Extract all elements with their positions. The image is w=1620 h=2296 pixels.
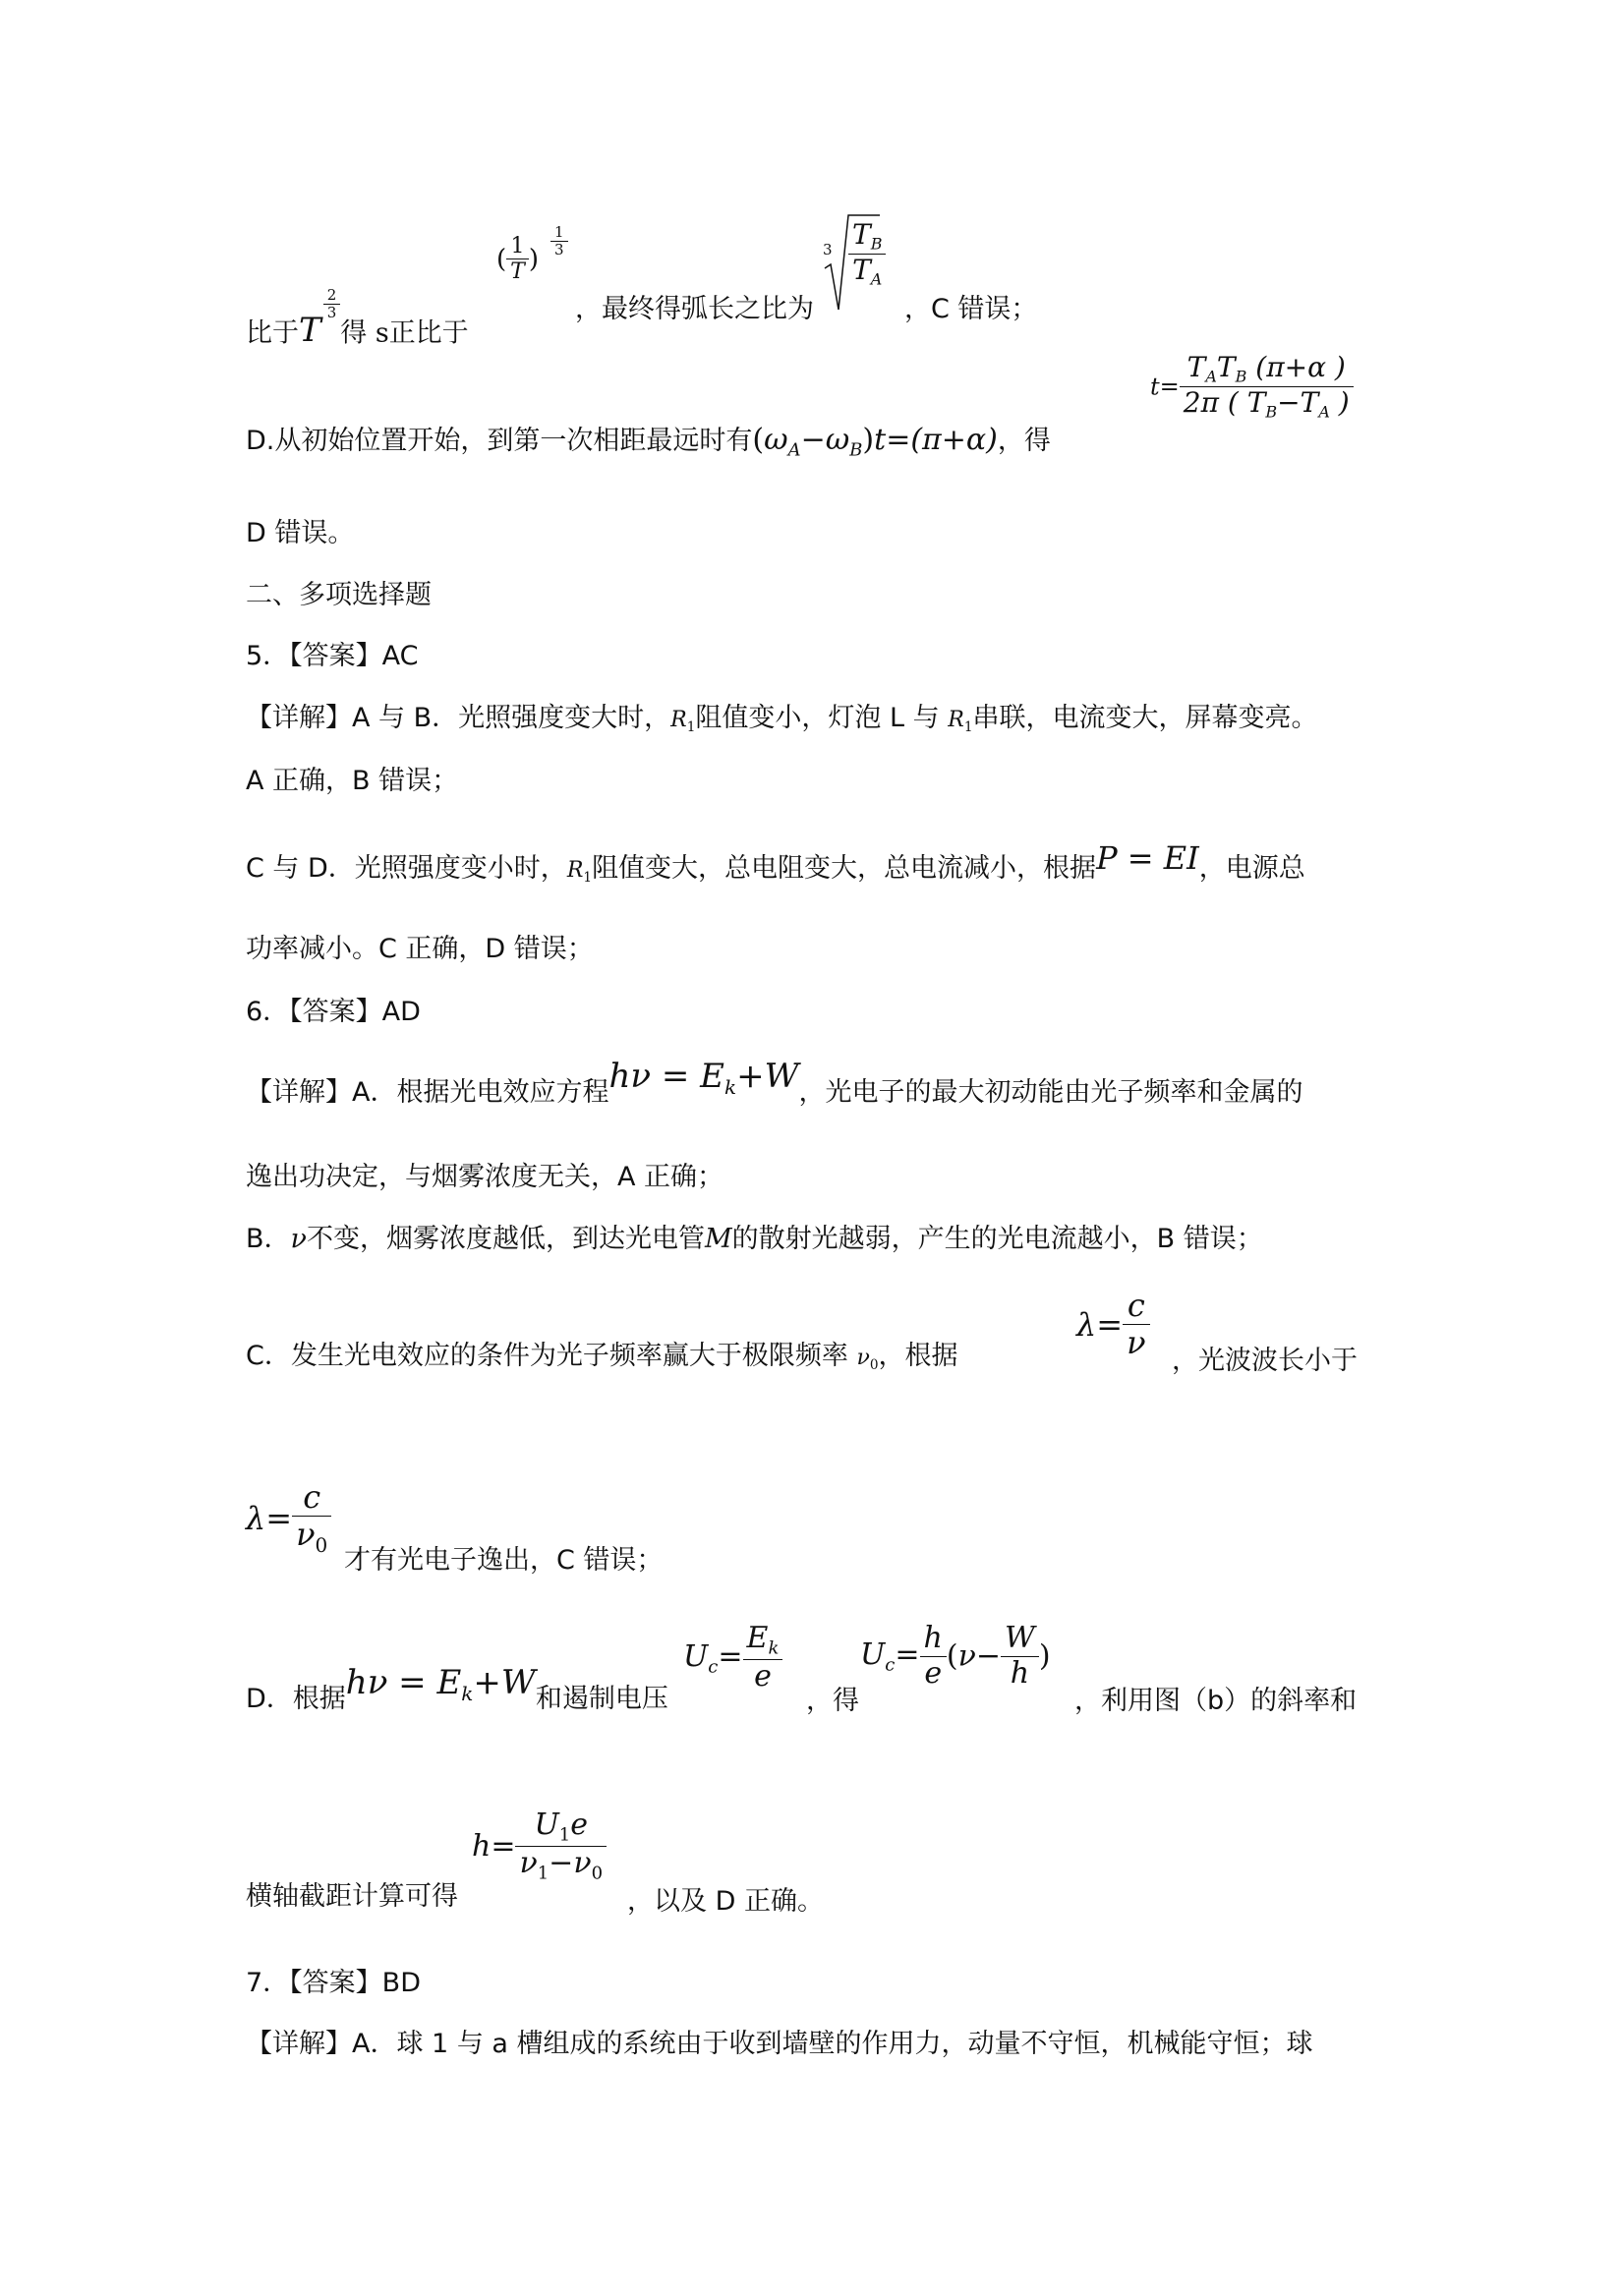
answer-5: 5．【答案】AC bbox=[246, 641, 419, 671]
q5-detail-4: 功率减小。C 正确，D 错误； bbox=[246, 934, 594, 964]
math-R1: $R_1$ bbox=[948, 708, 973, 735]
q6-detail-3: B．ν不变，烟雾浓度越低，到达光电管M的散射光越弱，产生的光电流越小，B 错误； bbox=[246, 1224, 1263, 1254]
math-Uc-formula: $U_c=$ $\frac{h}{e}$ (ν− $\frac{W}{h}$ ) bbox=[860, 1621, 1051, 1691]
math-photoelectric-eq: $h\nu = E_k+W$ bbox=[608, 1057, 799, 1099]
text: D.从初始位置开始，到第一次相距最远时有 bbox=[246, 426, 753, 456]
math-photoelectric-eq: $h\nu = E_k+W$ bbox=[345, 1663, 536, 1705]
line-ratio bbox=[246, 287, 469, 351]
math-nu0: $\nu_0$ bbox=[856, 1346, 879, 1373]
math-Uc-Ek-e: $U_c=$ $\frac{E_k}{e}$ bbox=[683, 1622, 782, 1693]
q5-detail-1: 【详解】A 与 B．光照强度变大时，$R_1$阻值变小，灯泡 L 与 $R_1$串联，电流变大，屏幕变亮。 bbox=[246, 703, 1318, 735]
q6-detail-2: 逸出功决定，与烟雾浓度无关，A 正确； bbox=[246, 1162, 724, 1192]
text: ，利用图（b）的斜率和 bbox=[1074, 1686, 1358, 1716]
q5-detail-2: A 正确，B 错误； bbox=[246, 766, 459, 796]
q6-detail-7: 横轴截距计算可得 bbox=[246, 1881, 458, 1912]
math-lambda-c-nu0: λ= $\frac{c}{\nu_0}$ bbox=[246, 1479, 331, 1557]
q7-detail-1: 【详解】A．球 1 与 a 槽组成的系统由于收到墙壁的作用力，动量不守恒，机械能守恒；球 bbox=[246, 2029, 1313, 2059]
math-M: M bbox=[704, 1224, 732, 1254]
q6-detail-4: C．发生光电效应的条件为光子频率赢大于极限频率 $\nu_0$，根据 bbox=[246, 1341, 958, 1373]
var-s: s bbox=[375, 317, 389, 349]
math-lambda-c-nu: λ= $\frac{c}{\nu}$ bbox=[1076, 1288, 1150, 1361]
math-omega-eq: $(\omega_A-\omega_B)t=(\pi+\alpha)$ bbox=[752, 423, 998, 461]
text: ，最终得弧长之比为 bbox=[575, 294, 814, 324]
math-R1: $R_1$ bbox=[566, 858, 593, 886]
text: 正比于 bbox=[388, 317, 469, 349]
line-D-wrong: D 错误。 bbox=[246, 518, 355, 548]
section-heading: 二、多项选择题 bbox=[246, 580, 432, 610]
q6-detail-1: 【详解】A．根据光电效应方程$h\nu = E_k+W$，光电子的最大初动能由光子频率和金属的 bbox=[246, 1057, 1303, 1108]
math-t-formula: t= $\frac{T_AT_B (\pi+\alpha )}{2\pi ( T_B-T_A )}$ bbox=[1150, 352, 1354, 422]
text: ，光波波长小于 bbox=[1172, 1346, 1358, 1376]
math-cube-root: 3 $\frac{T_B}{T_A}$ bbox=[821, 211, 939, 319]
math-nu: ν bbox=[290, 1224, 307, 1254]
answer-6: 6．【答案】AD bbox=[246, 997, 421, 1027]
math-P-EI: P = EI bbox=[1096, 839, 1199, 877]
text: ，C 错误； bbox=[904, 294, 1038, 324]
math-T-power: T $\frac{2}{3}$ bbox=[299, 311, 340, 350]
text: 得 bbox=[340, 317, 368, 349]
text: ，得 bbox=[997, 426, 1051, 456]
math-R1: $R_1$ bbox=[670, 708, 696, 735]
line-D-option bbox=[246, 423, 1051, 468]
q6-detail-6: D．根据$h\nu = E_k+W$和遏制电压 bbox=[246, 1663, 668, 1714]
answer-7: 7．【答案】BD bbox=[246, 1968, 421, 1998]
q6-detail-5: 才有光电子逸出，C 错误； bbox=[344, 1545, 664, 1576]
text: ，以及 D 正确。 bbox=[627, 1886, 824, 1917]
math-h-formula: h= $\frac{U_1e}{\nu_1-\nu_0}$ bbox=[472, 1808, 607, 1884]
text: ，得 bbox=[806, 1686, 859, 1716]
math-inverse-T-power: ( $\frac{1}{T}$ ) $\frac{1}{3}$ bbox=[496, 234, 539, 285]
text: 比于 bbox=[246, 317, 299, 349]
q5-detail-3: C 与 D．光照强度变小时，$R_1$阻值变大，总电阻变大，总电流减小，根据P = EI，电源总 bbox=[246, 839, 1305, 886]
